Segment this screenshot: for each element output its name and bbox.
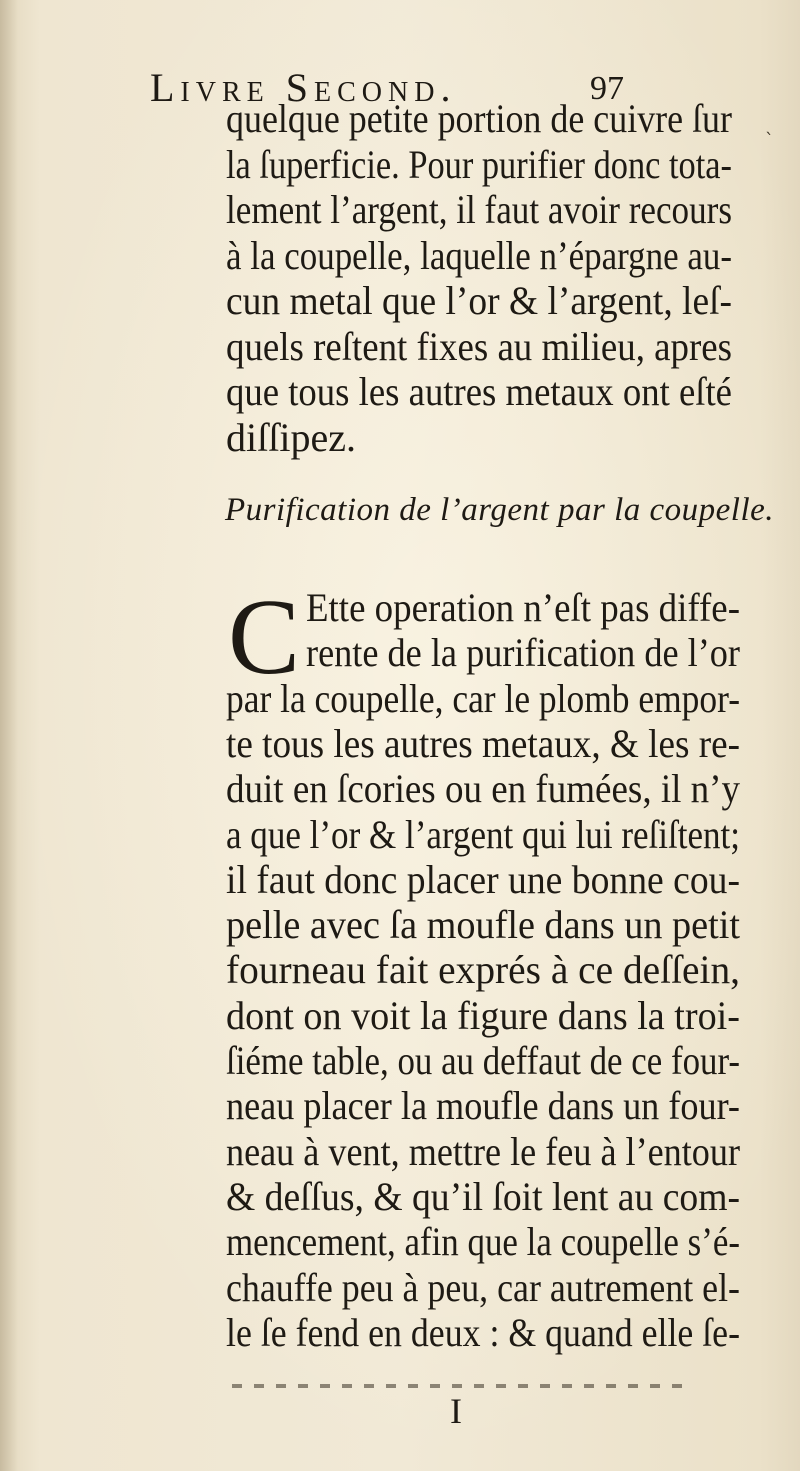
text-line-content: chauffe peu à peu, car autrement el- — [226, 1264, 740, 1310]
text-line-content: quels reſtent fixes au milieu, apres — [226, 323, 732, 369]
text-line-content: il faut donc placer une bonne cou- — [226, 856, 740, 902]
section-heading-text: Purification de l’argent par la coupelle. — [225, 492, 775, 528]
page-number: 97 — [590, 70, 624, 107]
text-line-content: a que l’or & l’argent qui lui reſiſtent; — [226, 811, 740, 857]
text-line-content: duit en ſcories ou en fumées, il n’y — [226, 766, 740, 812]
text-line-content: dont on voit la figure dans la troi- — [226, 992, 740, 1038]
text-line-content: rente de la purification de l’or — [306, 630, 740, 676]
text-line-content: diſſipez. — [226, 414, 356, 460]
text-line-content: cun metal que l’or & l’argent, leſ- — [226, 278, 732, 323]
signature-mark: I — [450, 1391, 462, 1431]
text-line-content: par la coupelle, car le plomb empor- — [226, 675, 740, 721]
text-line-content: & deſſus, & qu’il ſoit lent au com- — [226, 1173, 740, 1219]
ink-smudge — [232, 1384, 692, 1388]
text-line-content: te tous les autres metaux, & les re- — [226, 720, 740, 766]
running-head: Livre Second. — [150, 65, 457, 110]
text-line-content: que tous les autres metaux ont eſté — [226, 369, 732, 414]
text-line-content: mencement, afin que la coupelle s’é- — [226, 1219, 740, 1265]
text-line-content: la ſuperficie. Pour purifier donc tota- — [226, 141, 732, 187]
gutter-shadow — [0, 0, 18, 1471]
drop-cap: C — [228, 578, 301, 697]
text-line-content: quelque petite portion de cuivre ſur — [226, 96, 732, 141]
text-line-content: Ette operation n’eſt pas diffe- — [306, 585, 740, 630]
text-line-content: à la coupelle, laquelle n’épargne au- — [226, 232, 732, 278]
text-line-content: pelle avec ſa moufle dans un petit — [226, 902, 740, 948]
text-line-content: ſiéme table, ou au deffaut de ce four- — [226, 1038, 740, 1083]
text-line-content: le ſe fend en deux : & quand elle ſe- — [226, 1309, 740, 1355]
text-line-content: fourneau fait exprés à ce deſſein, — [226, 947, 740, 993]
margin-mark: ` — [765, 130, 774, 151]
text-line-content: lement l’argent, il faut avoir recours — [226, 187, 732, 232]
text-line-content: neau à vent, mettre le feu à l’entour — [226, 1128, 740, 1174]
text-line-content: neau placer la moufle dans un four- — [226, 1083, 740, 1129]
